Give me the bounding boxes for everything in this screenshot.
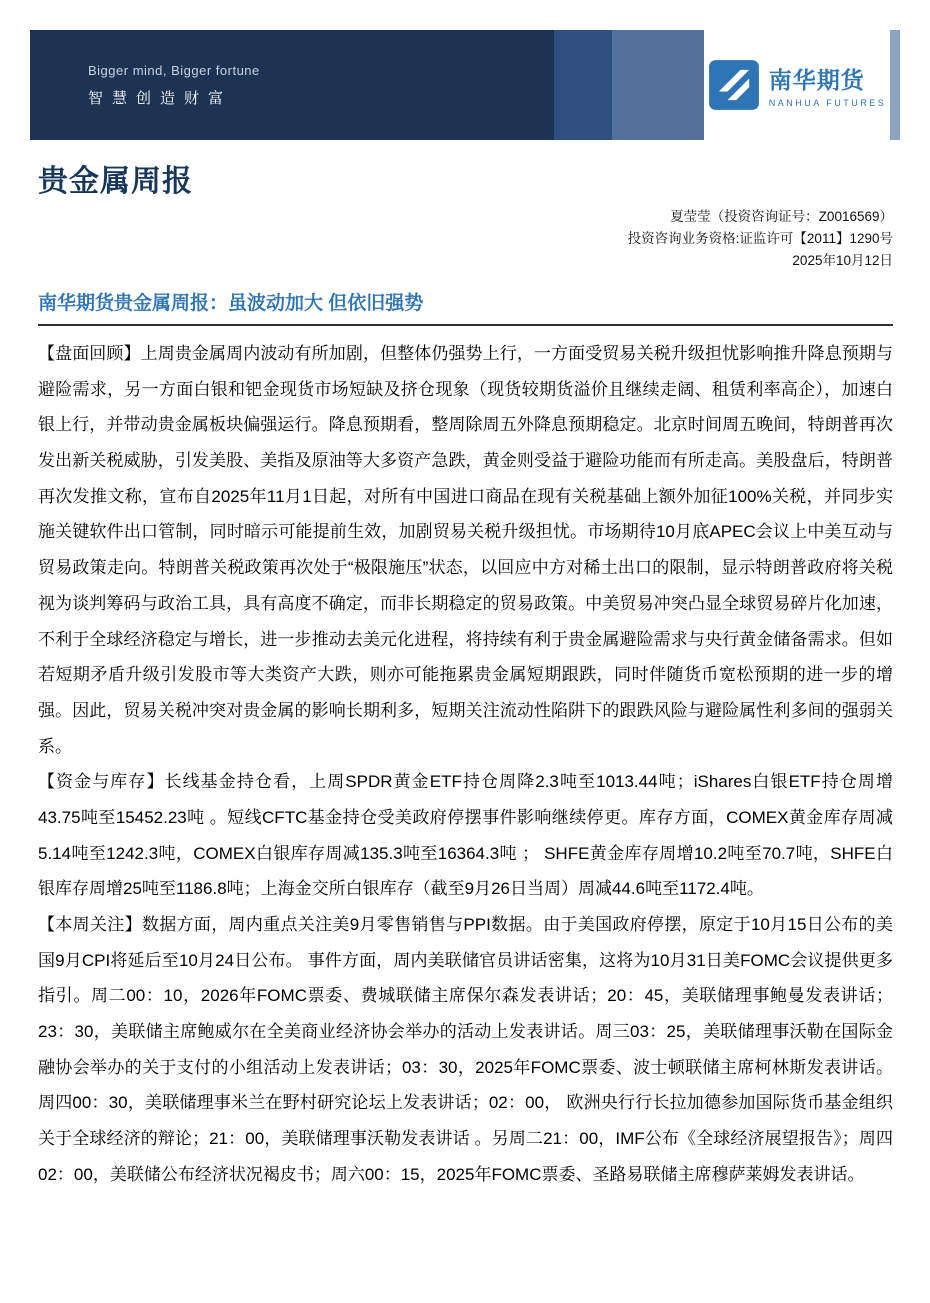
section-heading: 南华期货贵金属周报：虽波动加大 但依旧强势 (38, 293, 424, 314)
report-body (38, 336, 893, 1193)
banner-slogan-area (30, 30, 554, 140)
banner-accent-strip-dark (554, 30, 612, 140)
banner-accent-strip-light (890, 30, 900, 140)
analyst-line: 夏莹莹（投资咨询证号：Z0016569） (670, 209, 893, 224)
paragraph-funds-inventory: 【资金与库存】长线基金持仓看，上周SPDR黄金ETF持仓周降2.3吨至1013.44吨；iShares白银ETF持仓周增43.75吨至15452.23吨 。短线CFTC基金持仓受美政府停摆事件影响继续停更。库存方面，COMEX黄金库存周减5.14吨至1242.3吨，COMEX白银库存周减135.3吨至16364.3吨 ； SHFE黄金库存周增10.2吨至70.7吨，SHFE白银库存周增25吨至1186.8吨；上海金交所白银库存（截至9月26日当周）周减44.6吨至1172.4吨。 (38, 772, 893, 899)
company-name-chinese: 南华期货 (768, 67, 865, 93)
slogan-english: Bigger mind, Bigger fortune (88, 62, 260, 78)
report-meta (38, 206, 893, 272)
page-title: 贵金属周报 (38, 165, 193, 198)
heading-divider (38, 324, 893, 326)
company-logo (704, 30, 890, 140)
slogan-chinese: 智慧创造财富 (88, 89, 233, 107)
paragraph-market-review: 【盘面回顾】上周贵金属周内波动有所加剧，但整体仍强势上行，一方面受贸易关税升级担忧影响推升降息预期与避险需求，另一方面白银和钯金现货市场短缺及挤仓现象（现货较期货溢价且继续走阔、租赁利率高企），加速白银上行，并带动贵金属板块偏强运行。降息预期看，整周除周五外降息预期稳定。北京时间周五晚间，特朗普再次发出新关税威胁，引发美股、美指及原油等大多资产急跌，黄金则受益于避险功能而有所走高。美股盘后，特朗普再次发推文称，宣布自2025年11月1日起，对所有中国进口商品在现有关税基础上额外加征100%关税，并同步实施关键软件出口管制，同时暗示可能提前生效，加剧贸易关税升级担忧。市场期待10月底APEC会议上中美互动与贸易政策走向。特朗普关税政策再次处于“极限施压”状态，以回应中方对稀土出口的限制，显示特朗普政府将关税视为谈判筹码与政治工具，具有高度不确定，而非长期稳定的贸易政策。中美贸易冲突凸显全球贸易碎片化加速，不利于全球经济稳定与增长，进一步推动去美元化进程，将持续有利于贵金属避险需求与央行黄金储备需求。但如若短期矛盾升级引发股市等大类资产大跌，则亦可能拖累贵金属短期跟跌，同时伴随货币宽松预期的进一步的增强。因此，贸易关税冲突对贵金属的影响长期利多，短期关注流动性陷阱下的跟跌风险与避险属性利多间的强弱关系。 (38, 344, 893, 756)
qualification-line: 投资咨询业务资格:证监许可【2011】1290号 (627, 231, 893, 246)
company-name-block (769, 62, 887, 108)
header-banner (30, 30, 900, 140)
report-date: 2025年10月12日 (792, 253, 893, 268)
company-name-english: NANHUA FUTURES (768, 98, 887, 108)
banner-accent-strip-medium (612, 30, 704, 140)
nanhua-logo-icon (708, 59, 760, 111)
paragraph-week-focus: 【本周关注】数据方面，周内重点关注美9月零售销售与PPI数据。由于美国政府停摆，原定于10月15日公布的美国9月CPI将延后至10月24日公布。 事件方面，周内美联储官员讲话密集，这将为10月31日美FOMC会议提供更多指引。周二00：10，2026年FOMC票委、费城联储主席保尔森发表讲话；20：45，美联储理事鲍曼发表讲话； 23：30，美联储主席鲍威尔在全美商业经济协会举办的活动上发表讲话。周三03：25，美联储理事沃勒在国际金融协会举办的关于支付的小组活动上发表讲话；03：30，2025年FOMC票委、波士顿联储主席柯林斯发表讲话。周四00：30，美联储理事米兰在野村研究论坛上发表讲话；02：00， 欧洲央行行长拉加德参加国际货币基金组织关于全球经济的辩论；21：00，美联储理事沃勒发表讲话 。另周二21：00，IMF公布《全球经济展望报告》；周四02：00，美联储公布经济状况褐皮书；周六00：15，2025年FOMC票委、圣路易联储主席穆萨莱姆发表讲话。 (38, 915, 893, 1184)
